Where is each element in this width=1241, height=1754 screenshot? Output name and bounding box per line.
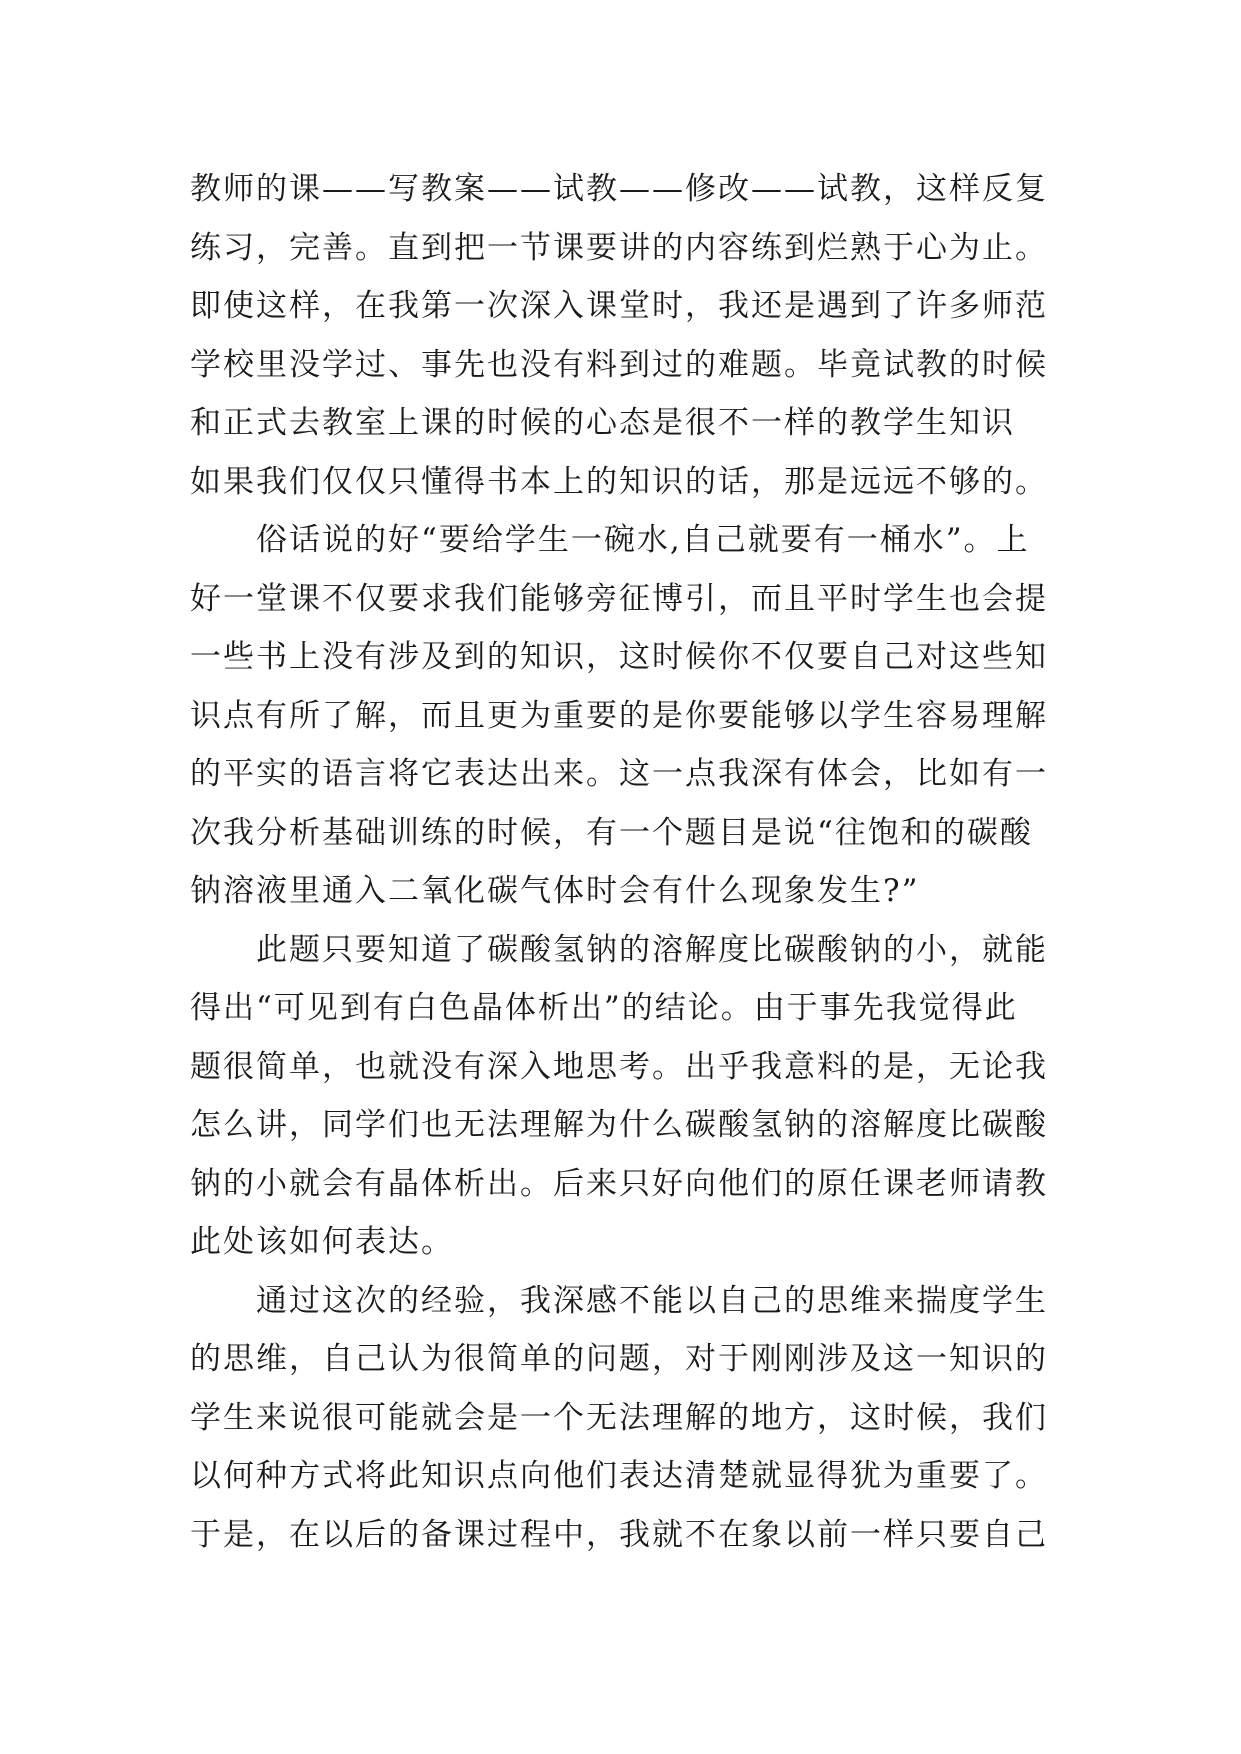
paragraph-start-line: 此题只要知道了碳酸氢钠的溶解度比碳酸钠的小，就能 [256, 931, 1048, 968]
text-line: 如果我们仅仅只懂得书本上的知识的话，那是远远不够的。 [190, 463, 1048, 500]
text-line: 以何种方式将此知识点向他们表达清楚就显得犹为重要了。 [190, 1458, 1048, 1494]
text-line: 的平实的语言将它表达出来。这一点我深有体会，比如有一 [190, 756, 1048, 792]
text-line: 学校里没学过、事先也没有料到过的难题。毕竟试教的时候 [190, 346, 1048, 383]
text-line: 怎么讲，同学们也无法理解为什么碳酸氢钠的溶解度比碳酸 [190, 1107, 1048, 1143]
text-line: 即使这样，在我第一次深入课堂时，我还是遇到了许多师范 [190, 288, 1048, 324]
text-line: 教师的课——写教案——试教——修改——试教，这样反复 [190, 171, 1048, 207]
text-line: 一些书上没有涉及到的知识，这时候你不仅要自己对这些知 [190, 639, 1048, 675]
text-line: 题很简单，也就没有深入地思考。出乎我意料的是，无论我 [190, 1048, 1048, 1085]
text-line: 钠溶液里通入二氧化碳气体时会有什么现象发生?” [190, 873, 920, 909]
text-line: 于是，在以后的备课过程中，我就不在象以前一样只要自己 [190, 1516, 1048, 1553]
text-line: 练习，完善。直到把一节课要讲的内容练到烂熟于心为止。 [190, 229, 1048, 266]
text-line: 得出“可见到有白色晶体析出”的结论。由于事先我觉得此 [190, 990, 1018, 1026]
text-line: 好一堂课不仅要求我们能够旁征博引，而且平时学生也会提 [190, 580, 1048, 617]
paragraph-start-line: 俗话说的好“要给学生一碗水,自己就要有一桶水”。上 [256, 522, 1030, 558]
text-line: 识点有所了解，而且更为重要的是你要能够以学生容易理解 [190, 697, 1048, 734]
text-line: 学生来说很可能就会是一个无法理解的地方，这时候，我们 [190, 1399, 1048, 1436]
text-line: 和正式去教室上课的时候的心态是很不一样的教学生知识 [190, 405, 1015, 441]
body-text [190, 160, 1090, 1564]
text-line: 次我分析基础训练的时候，有一个题目是说“往饱和的碳酸 [190, 814, 1033, 851]
paragraph-start-line: 通过这次的经验，我深感不能以自己的思维来揣度学生 [256, 1282, 1048, 1319]
text-line: 的思维，自己认为很简单的问题，对于刚刚涉及这一知识的 [190, 1341, 1048, 1377]
text-line: 钠的小就会有晶体析出。后来只好向他们的原任课老师请教 [190, 1165, 1048, 1202]
text-line: 此处该如何表达。 [190, 1224, 454, 1260]
